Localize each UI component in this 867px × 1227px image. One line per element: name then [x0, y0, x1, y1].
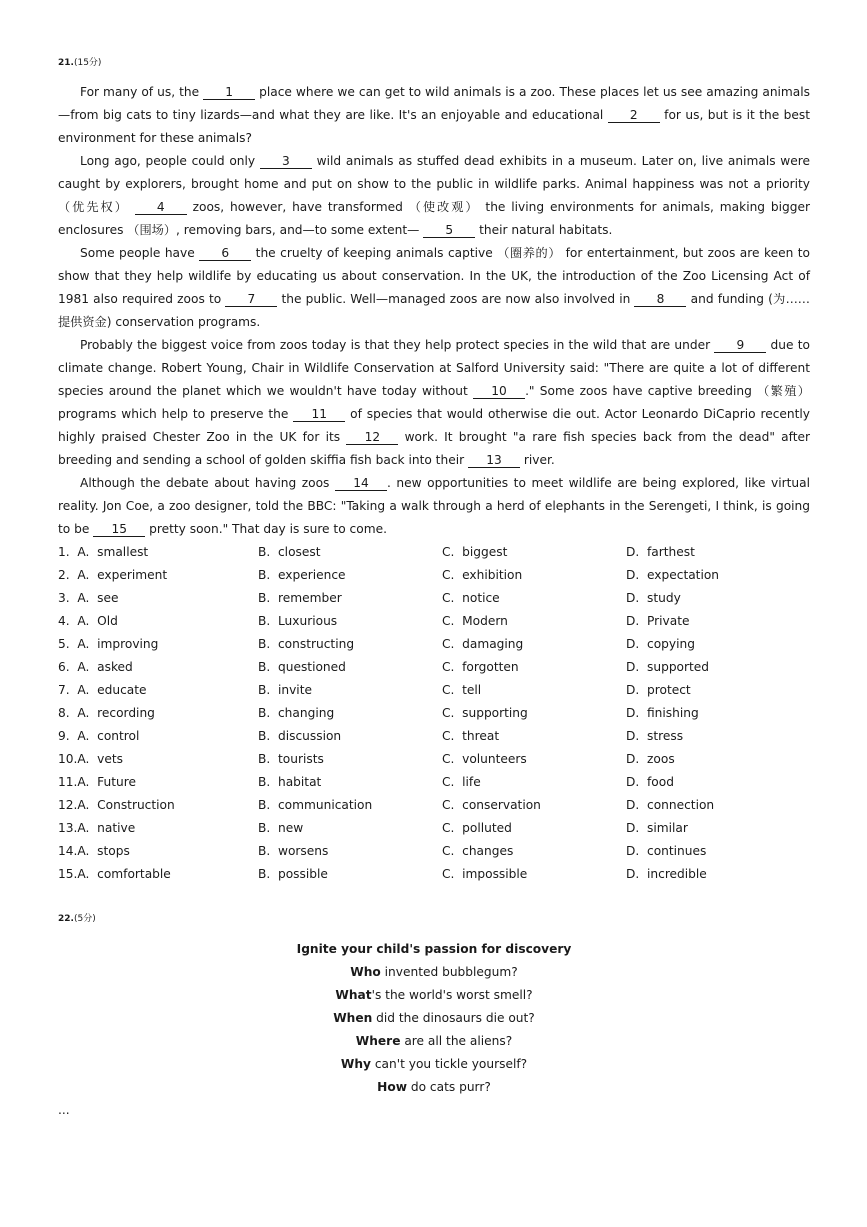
passage-text: of species that would otherwise die out. Actor Leonardo DiCaprio recently highly praised Chester Zoo in the UK for its — [58, 407, 811, 444]
question-line — [58, 1007, 810, 1030]
passage-paragraph — [58, 334, 810, 472]
question-line — [58, 961, 810, 984]
blank-11[interactable]: 11 — [293, 407, 345, 422]
question-word: Why — [340, 1057, 371, 1071]
option-choice[interactable]: B. possible — [258, 867, 328, 881]
passage-paragraph — [58, 472, 810, 541]
passage-text: river. — [519, 453, 555, 467]
question-22 — [58, 912, 810, 1122]
option-choice[interactable]: B. communication — [258, 798, 373, 812]
option-choice[interactable]: D. Private — [626, 614, 690, 628]
passage-text: Some people have — [80, 246, 200, 260]
option-row-3 — [58, 587, 810, 610]
option-choice[interactable]: 11.A. Future — [58, 775, 136, 789]
option-choice[interactable]: 2. A. experiment — [58, 568, 168, 582]
option-row-1 — [58, 541, 810, 564]
option-choice[interactable]: D. stress — [626, 729, 684, 743]
passage-text: work. It brought "a rare fish species back from the dead" after breeding and sending a school of golden skiffia fish back into their — [58, 430, 810, 467]
passage-text: place where we can get to wild animals is a zoo. These places let us see amazing animals—from big cats to tiny lizards—and what they are like. It's an enjoyable and educational — [58, 85, 811, 122]
option-choice[interactable]: C. tell — [442, 683, 482, 697]
passage-text: Long ago, people could only — [80, 154, 260, 168]
option-choice[interactable]: D. expectation — [626, 568, 720, 582]
cloze-options — [58, 541, 810, 886]
option-choice[interactable]: 10.A. vets — [58, 752, 123, 766]
blank-1[interactable]: 1 — [203, 85, 255, 100]
blank-6[interactable]: 6 — [199, 246, 251, 261]
option-row-2 — [58, 564, 810, 587]
question-line — [58, 984, 810, 1007]
question-number: 21. — [58, 58, 74, 68]
passage-text: their natural habitats. — [475, 223, 613, 237]
option-choice[interactable]: D. protect — [626, 683, 691, 697]
option-choice[interactable]: D. copying — [626, 637, 695, 651]
option-choice[interactable]: D. study — [626, 591, 681, 605]
option-choice[interactable]: C. supporting — [442, 706, 528, 720]
option-choice[interactable]: C. Modern — [442, 614, 508, 628]
blank-3[interactable]: 3 — [260, 154, 312, 169]
question-points: (5分) — [73, 914, 96, 924]
question-text: are all the aliens? — [400, 1034, 513, 1048]
option-choice[interactable]: C. forgotten — [442, 660, 519, 674]
worksheet-page — [58, 56, 810, 1122]
blank-8[interactable]: 8 — [634, 292, 686, 307]
option-choice[interactable]: B. discussion — [258, 729, 342, 743]
option-choice[interactable]: 4. A. Old — [58, 614, 118, 628]
option-choice[interactable]: C. exhibition — [442, 568, 523, 582]
question-list — [58, 961, 810, 1099]
passage-text: Although the debate about having zoos — [80, 476, 335, 490]
option-choice[interactable]: C. changes — [442, 844, 514, 858]
passage-text: wild animals as stuffed dead exhibits in a museum. Later on, live animals were caught by explorers, brought home and put on show to the public in wildlife parks. Animal happiness was not a priority （优先权） — [58, 154, 811, 214]
option-choice[interactable]: B. habitat — [258, 775, 322, 789]
option-choice[interactable]: B. new — [258, 821, 304, 835]
option-choice[interactable]: 5. A. improving — [58, 637, 159, 651]
blank-9[interactable]: 9 — [714, 338, 766, 353]
option-row-8 — [58, 702, 810, 725]
option-row-10 — [58, 748, 810, 771]
blank-7[interactable]: 7 — [225, 292, 277, 307]
passage-text: the public. Well—managed zoos are now also involved in — [277, 292, 635, 306]
question-text: do cats purr? — [406, 1080, 491, 1094]
option-choice[interactable]: D. farthest — [626, 545, 695, 559]
option-row-7 — [58, 679, 810, 702]
option-row-11 — [58, 771, 810, 794]
option-choice[interactable]: 6. A. asked — [58, 660, 133, 674]
passage-text: Probably the biggest voice from zoos today is that they help protect species in the wild that are under — [80, 338, 715, 352]
option-choice[interactable]: 14.A. stops — [58, 844, 130, 858]
option-choice[interactable]: 13.A. native — [58, 821, 136, 835]
option-choice[interactable]: 3. A. see — [58, 591, 119, 605]
question-word: Who — [350, 965, 381, 979]
option-choice[interactable]: 8. A. recording — [58, 706, 155, 720]
option-choice[interactable]: 1. A. smallest — [58, 545, 149, 559]
question-text: can't you tickle yourself? — [370, 1057, 528, 1071]
question-line — [58, 1076, 810, 1099]
option-choice[interactable]: B. invite — [258, 683, 312, 697]
passage-text: and funding (为……提供资金) conservation programs. — [58, 292, 810, 329]
option-choice[interactable]: C. life — [442, 775, 481, 789]
option-choice[interactable]: C. notice — [442, 591, 500, 605]
option-choice[interactable]: D. supported — [626, 660, 710, 674]
question-21-header — [58, 56, 810, 70]
option-choice[interactable]: 15.A. comfortable — [58, 867, 171, 881]
option-row-5 — [58, 633, 810, 656]
option-choice[interactable]: D. finishing — [626, 706, 699, 720]
passage-text: for us, but is it the best environment for these animals? — [58, 108, 810, 145]
option-choice[interactable]: C. volunteers — [442, 752, 527, 766]
option-choice[interactable]: 7. A. educate — [58, 683, 147, 697]
option-choice[interactable]: B. changing — [258, 706, 335, 720]
option-row-6 — [58, 656, 810, 679]
option-choice[interactable]: D. zoos — [626, 752, 675, 766]
option-choice[interactable]: B. worsens — [258, 844, 329, 858]
question-text: invented bubblegum? — [380, 965, 518, 979]
question-word: When — [333, 1011, 373, 1025]
option-choice[interactable]: D. continues — [626, 844, 707, 858]
option-row-4 — [58, 610, 810, 633]
blank-14[interactable]: 14 — [335, 476, 387, 491]
passage-title: Ignite your child's passion for discovery — [296, 942, 572, 956]
question-points: (15分) — [73, 58, 102, 68]
passage-paragraph — [58, 242, 810, 334]
option-choice[interactable]: B. experience — [258, 568, 346, 582]
option-choice[interactable]: C. polluted — [442, 821, 512, 835]
blank-12[interactable]: 12 — [346, 430, 398, 445]
passage-text: . new opportunities to meet wildlife are being explored, like virtual reality. Jon Coe, a zoo designer, told the BBC: "Taking a walk through a herd of elephants in the Serengeti, I think, is going to be — [58, 476, 811, 536]
question-word: Where — [355, 1034, 401, 1048]
option-choice[interactable]: B. Luxurious — [258, 614, 338, 628]
option-choice[interactable]: B. questioned — [258, 660, 346, 674]
option-row-15 — [58, 863, 810, 886]
blank-15[interactable]: 15 — [93, 522, 145, 537]
option-choice[interactable]: C. damaging — [442, 637, 524, 651]
passage-text: For many of us, the — [80, 85, 204, 99]
blank-10[interactable]: 10 — [473, 384, 525, 399]
question-text: did the dinosaurs die out? — [372, 1011, 535, 1025]
cloze-passage — [58, 81, 810, 541]
option-choice[interactable]: 9. A. control — [58, 729, 140, 743]
passage-text: ." Some zoos have captive breeding （繁殖） programs which help to preserve the — [58, 384, 810, 421]
blank-2[interactable]: 2 — [608, 108, 660, 123]
option-choice[interactable]: D. connection — [626, 798, 715, 812]
option-row-9 — [58, 725, 810, 748]
option-choice[interactable]: C. conservation — [442, 798, 541, 812]
option-choice[interactable]: 12.A. Construction — [58, 798, 175, 812]
option-choice[interactable]: D. incredible — [626, 867, 707, 881]
option-choice[interactable]: B. constructing — [258, 637, 355, 651]
passage-paragraph — [58, 150, 810, 242]
question-number: 22. — [58, 914, 74, 924]
question-text: 's the world's worst smell? — [371, 988, 533, 1002]
question-line — [58, 1053, 810, 1076]
blank-5[interactable]: 5 — [423, 223, 475, 238]
passage-text: the cruelty of keeping animals captive （圈养的） for entertainment, but zoos are keen to show that they help wildlife by educating us about conservation. In the UK, the introduction of the Zoo Licensing Act of 1981 also required zoos to — [58, 246, 810, 306]
option-row-12 — [58, 794, 810, 817]
option-choice[interactable]: D. similar — [626, 821, 688, 835]
question-line — [58, 1030, 810, 1053]
option-choice[interactable]: B. remember — [258, 591, 342, 605]
blank-4[interactable]: 4 — [135, 200, 187, 215]
passage-text: zoos, however, have transformed （使改观） the living environments for animals, making bigger enclosures （围场）, removing bars, and—to some extent— — [58, 200, 811, 237]
question-word: How — [377, 1080, 407, 1094]
option-row-13 — [58, 817, 810, 840]
option-choice[interactable]: C. threat — [442, 729, 500, 743]
blank-13[interactable]: 13 — [468, 453, 520, 468]
option-row-14 — [58, 840, 810, 863]
option-choice[interactable]: B. tourists — [258, 752, 324, 766]
continuation-ellipsis: ... — [58, 1103, 70, 1117]
passage-text: due to climate change. Robert Young, Chair in Wildlife Conservation at Salford University said: "There are quite a lot of different species around the planet which we wouldn't have today without — [58, 338, 810, 398]
option-choice[interactable]: C. biggest — [442, 545, 508, 559]
passage-paragraph — [58, 81, 810, 150]
passage-text: pretty soon." That day is sure to come. — [145, 522, 387, 536]
question-word: What — [335, 988, 372, 1002]
option-choice[interactable]: C. impossible — [442, 867, 528, 881]
question-22-header — [58, 912, 810, 926]
option-choice[interactable]: B. closest — [258, 545, 321, 559]
option-choice[interactable]: D. food — [626, 775, 674, 789]
